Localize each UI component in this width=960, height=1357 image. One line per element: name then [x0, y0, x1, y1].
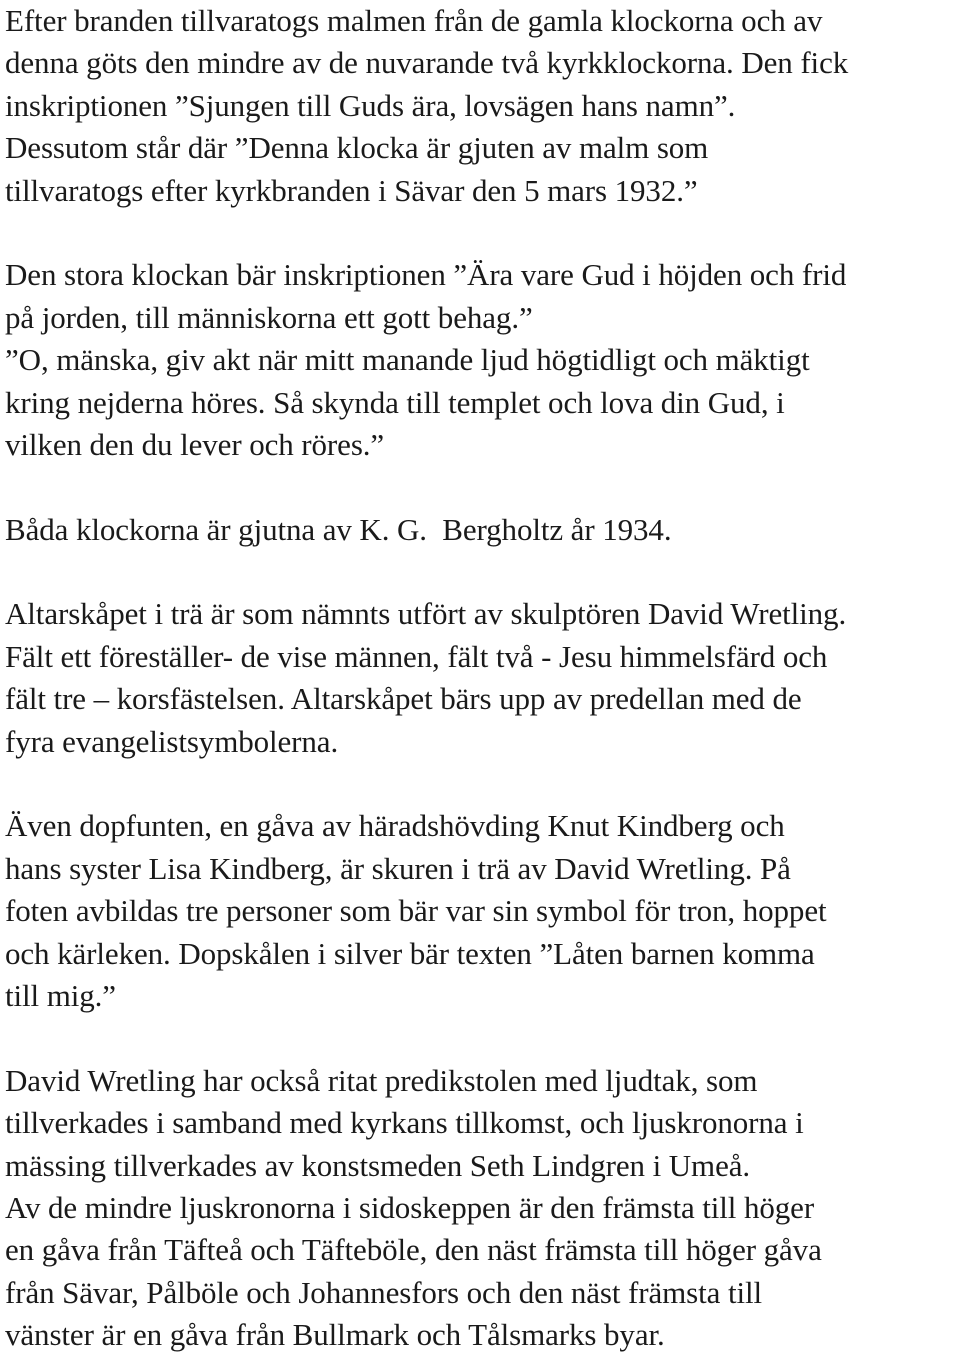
paragraph-gap	[5, 763, 957, 805]
text-line: Efter branden tillvaratogs malmen från de gamla klockorna och av	[5, 3, 823, 38]
text-line: tillvaratogs efter kyrkbranden i Sävar den 5 mars 1932.”	[5, 172, 698, 208]
paragraph-baptismal-font	[5, 805, 957, 1017]
paragraph-gap	[5, 466, 957, 508]
text-line: kring nejderna höres. Så skynda till templet och lova din Gud, i	[5, 384, 785, 420]
text-line: och kärleken. Dopskålen i silver bär texten ”Låten barnen komma	[5, 935, 815, 971]
text-line: foten avbildas tre personer som bär var sin symbol för tron, hoppet	[5, 893, 827, 929]
document-page	[5, 0, 957, 1357]
text-line: vilken den du lever och röres.”	[5, 426, 385, 462]
paragraph-gap	[5, 551, 957, 593]
paragraph-altarpiece	[5, 593, 957, 763]
text-line: på jorden, till människorna ett gott behag.”	[5, 299, 533, 335]
text-line: en gåva från Täfteå och Täfteböle, den näst främsta till höger gåva	[5, 1232, 822, 1268]
text-line: David Wretling har också ritat predikstolen med ljudtak, som	[5, 1062, 758, 1098]
text-line: Även dopfunten, en gåva av häradshövding Knut Kindberg och	[5, 808, 785, 844]
text-line: inskriptionen ”Sjungen till Guds ära, lovsägen hans namn”.	[5, 87, 736, 123]
text-line: Dessutom står där ”Denna klocka är gjuten av malm som	[5, 130, 709, 166]
text-line: tillverkades i samband med kyrkans tillkomst, och ljuskronorna i	[5, 1105, 804, 1141]
paragraph-bells-history	[5, 0, 957, 212]
paragraph-bell-founder	[5, 509, 957, 551]
text-line: Altarskåpet i trä är som nämnts utfört av skulptören David Wretling.	[5, 596, 847, 632]
text-line: fyra evangelistsymbolerna.	[5, 723, 339, 759]
text-line: Av de mindre ljuskronorna i sidoskeppen är den främsta till höger	[5, 1189, 815, 1225]
text-line: vänster är en gåva från Bullmark och Tålsmarks byar.	[5, 1317, 665, 1353]
text-line: ”O, mänska, giv akt när mitt manande ljud högtidligt och mäktigt	[5, 342, 810, 378]
text-line: fält tre – korsfästelsen. Altarskåpet bärs upp av predellan med de	[5, 681, 802, 717]
text-line: mässing tillverkades av konstsmeden Seth Lindgren i Umeå.	[5, 1147, 751, 1183]
text-line: från Sävar, Pålböle och Johannesfors och den näst främsta till	[5, 1274, 763, 1310]
text-line: Båda klockorna är gjutna av K. G. Bergholtz år 1934.	[5, 511, 672, 547]
text-line: denna göts den mindre av de nuvarande två kyrkklockorna. Den fick	[5, 45, 849, 81]
text-line: hans syster Lisa Kindberg, är skuren i trä av David Wretling. På	[5, 850, 791, 886]
paragraph-gap	[5, 212, 957, 254]
paragraph-pulpit-chandeliers	[5, 1060, 957, 1357]
paragraph-large-bell-inscription	[5, 254, 957, 466]
text-line: Fält ett föreställer- de vise männen, fält två - Jesu himmelsfärd och	[5, 638, 828, 674]
paragraph-gap	[5, 1017, 957, 1059]
text-line: till mig.”	[5, 977, 116, 1013]
text-line: Den stora klockan bär inskriptionen ”Ära vare Gud i höjden och frid	[5, 257, 847, 293]
